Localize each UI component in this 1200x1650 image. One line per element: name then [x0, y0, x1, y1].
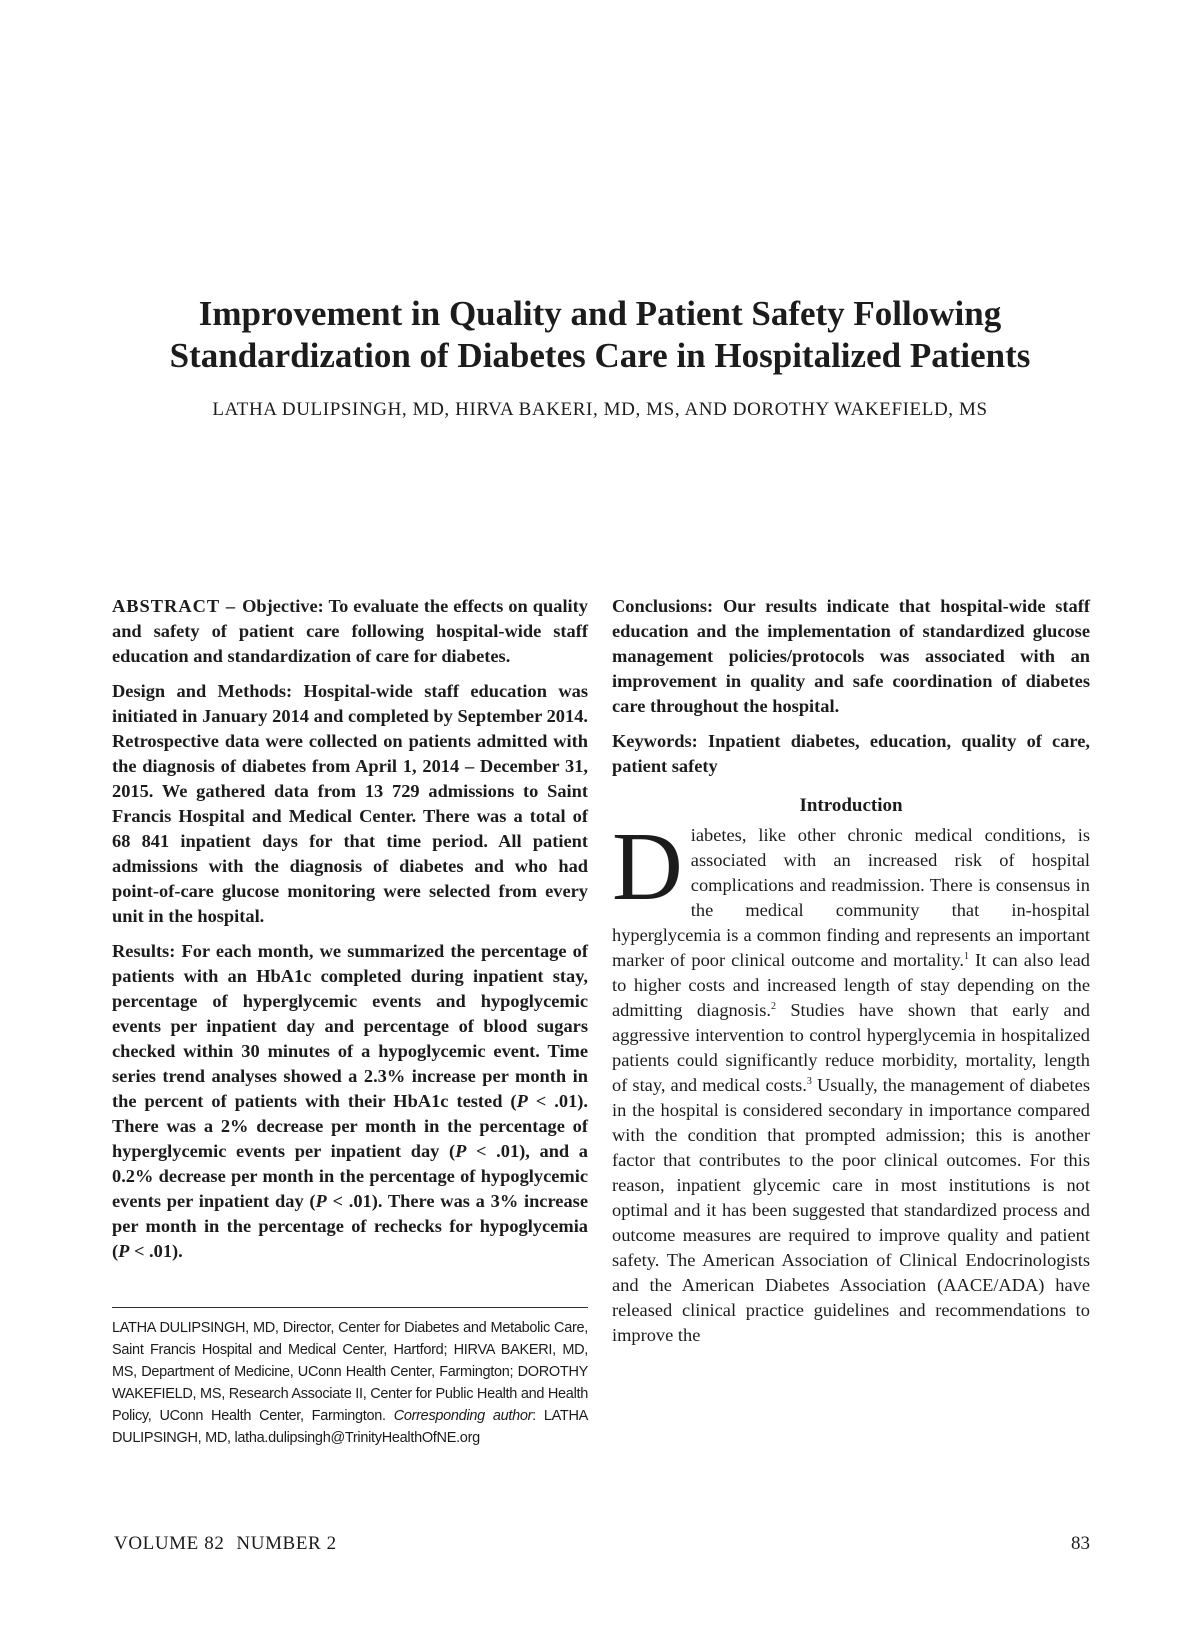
author-list: LATHA DULIPSINGH, MD, HIRVA BAKERI, MD, MS, AND DOROTHY WAKEFIELD, MS — [212, 399, 988, 420]
results-text: < .01). There was a 2% decrease per month in the percentage of hyperglycemic events per inpatient day ( — [112, 1091, 588, 1161]
drop-cap: D — [612, 813, 683, 921]
content-column-right — [612, 594, 1090, 1348]
reference-1: 1 — [963, 951, 969, 962]
volume-label: VOLUME 82 — [114, 1533, 225, 1554]
abstract-design-methods: Design and Methods: Hospital-wide staff education was initiated in January 2014 and completed by September 2014. Retrospective data were collected on patients admitted with the diagnosis of diabetes from April 1, 2014 – December 31, 2015. We gathered data from 13 729 admissions to Saint Francis Hospital and Medical Center. There was a total of 68 841 inpatient days for that time period. All patient admissions with the diagnosis of diabetes and who had point-of-care glucose monitoring were selected from every unit in the hospital. — [112, 681, 588, 926]
page-number: 83 — [1071, 1533, 1090, 1554]
intro-text: Studies have shown that early and aggressive intervention to control hyperglycemia in hospitalized patients could significantly reduce morbidity, mortality, length of stay, and medical costs. — [612, 1000, 1090, 1095]
journal-issue — [114, 1533, 337, 1555]
results-text: < .01). There was a 3% increase per month in the percentage of rechecks for hypoglycemia ( — [112, 1191, 588, 1261]
abstract-objective-text: Objective: To evaluate the effects on quality and safety of patient care following hospital-wide staff education and standardization of care for diabetes. — [112, 596, 588, 666]
reference-3: 3 — [806, 1076, 812, 1087]
corresponding-author-label: Corresponding author — [393, 1408, 533, 1424]
footnote-text: LATHA DULIPSINGH, MD, Director, Center for Diabetes and Metabolic Care, Saint Francis Hospital and Medical Center, Hartford; HIRVA BAKERI, MD, MS, Department of Medicine, UConn Health Center, Farmington; DOROTHY WAKEFIELD, MS, Research Associate II, Center for Public Health and Health Policy, UConn Health Center, Farmington. — [112, 1320, 588, 1424]
author-affiliations-footnote — [112, 1317, 588, 1449]
intro-text: It can also lead to higher costs and increased length of stay depending on the admitting diagnosis. — [612, 950, 1090, 1020]
abstract-conclusions: Conclusions: Our results indicate that hospital-wide staff education and the implementation of standardized glucose management policies/protocols was associated with an improvement in quality and safe coordination of diabetes care throughout the hospital. — [612, 596, 1090, 716]
results-text: < .01), and a 0.2% decrease per month in the percentage of hypoglycemic events per inpatient day ( — [112, 1141, 588, 1211]
p-symbol: P — [516, 1091, 528, 1111]
results-text: < .01). — [129, 1241, 183, 1261]
abstract-results — [112, 939, 588, 1264]
abstract-column-left — [112, 594, 588, 1274]
introduction-heading: Introduction — [799, 795, 903, 816]
p-symbol: P — [118, 1241, 130, 1261]
article-title — [100, 293, 1100, 377]
reference-2: 2 — [770, 1001, 776, 1012]
intro-text: iabetes, like other chronic medical conditions, is associated with an increased risk of hospital complications and readmission. There is consensus in the medical community that in-hospital hyperglycemia is a common finding and represents an important marker of poor clinical outcome and mortality. — [612, 825, 1090, 970]
intro-text: Usually, the management of diabetes in the hospital is considered secondary in importance compared with the condition that prompted admission; this is another factor that contributes to the poor clinical outcomes. For this reason, inpatient glycemic care in most institutions is not optimal and it has been suggested that standardized process and outcome measures are required to improve quality and patient safety. The American Association of Clinical Endocrinologists and the American Diabetes Association (AACE/ADA) have released clinical practice guidelines and recommendations to improve the — [612, 1075, 1090, 1345]
introduction-paragraph — [612, 813, 1090, 1348]
abstract-lead: ABSTRACT – — [112, 596, 243, 616]
title-line-2: Standardization of Diabetes Care in Hospitalized Patients — [169, 336, 1031, 375]
abstract-objective — [112, 594, 588, 669]
p-symbol: P — [455, 1141, 467, 1161]
footnote-divider — [112, 1307, 588, 1308]
abstract-keywords: Keywords: Inpatient diabetes, education, quality of care, patient safety — [612, 731, 1090, 776]
p-symbol: P — [315, 1191, 327, 1211]
title-line-1: Improvement in Quality and Patient Safety Following — [198, 294, 1002, 333]
footnote-text: : LATHA DULIPSINGH, MD, latha.dulipsingh@TrinityHealthOfNE.org — [112, 1408, 588, 1446]
results-text: Results: For each month, we summarized the percentage of patients with an HbA1c completed during inpatient stay, percentage of hyperglycemic events and hypoglycemic events per inpatient day and percentage of blood sugars checked within 30 minutes of a hypoglycemic event. Time series trend analyses showed a 2.3% increase per month in the percent of patients with their HbA1c tested ( — [112, 941, 588, 1111]
number-label: NUMBER 2 — [236, 1533, 337, 1554]
